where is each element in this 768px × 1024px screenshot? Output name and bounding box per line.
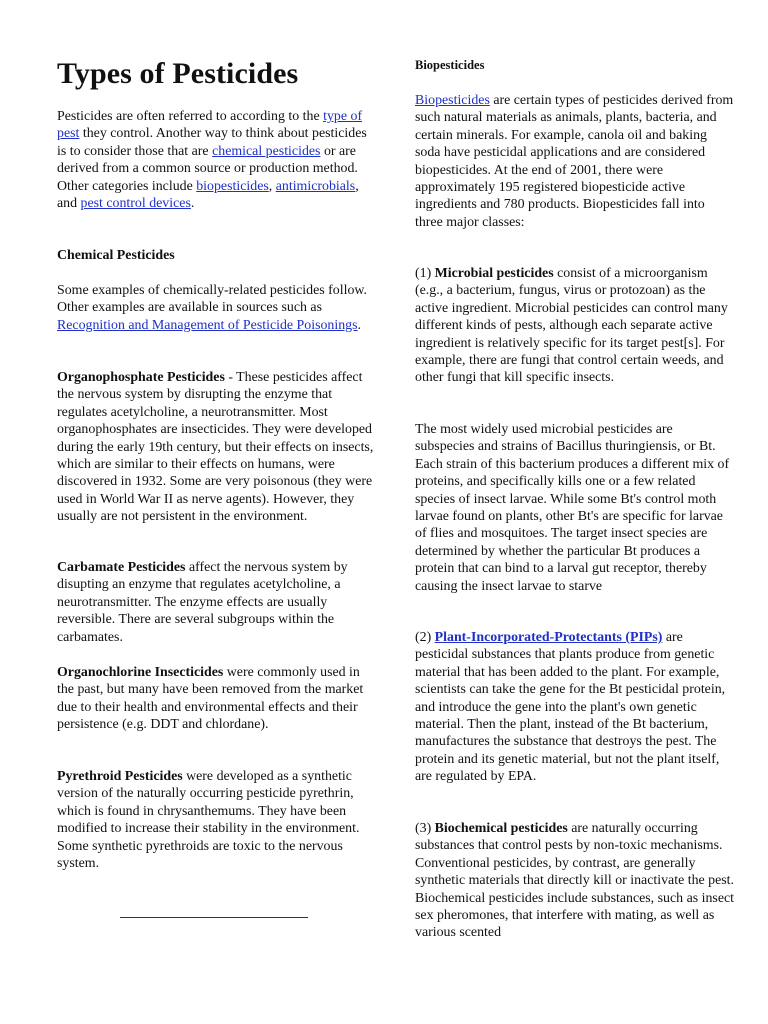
pips-link[interactable]: Plant-Incorporated-Protectants (PIPs) — [434, 630, 663, 645]
biopesticides-title-link[interactable]: Biopesticides — [415, 93, 490, 108]
pyrethroid-paragraph — [57, 768, 375, 872]
intro-text: or are derived from a common source or production method. Other categories include — [57, 143, 358, 194]
item-number: (3) — [415, 821, 435, 836]
organophosphate-text: - These pesticides affect the nervous system by disrupting the enzyme that regulates acetylcholine, a neurotransmitter. Most organophosphates are insecticides. They were developed during the early 19th century, but their effects on insects, which are similar to their effects on humans, were discovered in 1932. Some are very poisonous (they were used in World War II as nerve agents). However, they usually are not persistent in the environment. — [57, 370, 374, 525]
microbial-term: Microbial pesticides — [434, 266, 554, 281]
organochlorine-paragraph — [57, 664, 375, 734]
carbamate-text: affect the nervous system by disupting an enzyme that regulates acetylcholine, a neurotransmitter. The enzyme effects are usually reversible. There are several subgroups within the carbamates. — [57, 560, 348, 645]
chemical-pesticides-link[interactable]: chemical pesticides — [212, 143, 321, 159]
chemical-intro-text: Some examples of chemically-related pesticides follow. Other examples are available in sources such as — [57, 283, 367, 316]
biopesticides-intro-text: are certain types of pesticides derived from such natural materials as animals, plants, bacteria, and certain minerals. For example, canola oil and baking soda have pesticidal applications and are considered biopesticides. At the end of 2001, there were approximately 195 registered biopesticide active ingredients and 780 products. Biopesticides fall into three major classes: — [415, 93, 734, 230]
intro-paragraph — [57, 108, 375, 212]
microbial-text: consist of a microorganism (e.g., a bacterium, fungus, virus or protozoan) as the active ingredient. Microbial pesticides can control many different kinds of pests, although each separate active ingredient is relatively specific for its target pest[s]. For example, there are fungi that control certain weeds, and other fungi that kill specific insects. — [415, 266, 728, 386]
biochemical-text: are naturally occurring substances that control pests by non-toxic mechanisms. Conventional pesticides, by contrast, are generally synthetic materials that directly kill or inactivate the pest. Biochemical pesticides include substances, such as insect sex pheromones, that interfere with mating, as well as various scented — [415, 821, 735, 941]
antimicrobials-link[interactable]: antimicrobials — [275, 178, 356, 194]
page-title: Types of Pesticides — [57, 57, 299, 90]
item-number: (1) — [415, 266, 435, 281]
biochemical-paragraph — [415, 820, 735, 942]
carbamate-term: Carbamate Pesticides — [57, 560, 186, 575]
organochlorine-text: were commonly used in the past, but many have been removed from the market due to their health and environmental effects and their persistence (e.g. DDT and chlordane). — [57, 665, 364, 733]
carbamate-paragraph — [57, 559, 375, 646]
type-of-pest-link[interactable]: type of pest — [57, 109, 363, 142]
organophosphate-term: Organophosphate Pesticides — [57, 370, 225, 385]
biopesticides-intro-paragraph — [415, 92, 735, 231]
intro-text: Pesticides are often referred to according to the — [57, 109, 324, 124]
bt-paragraph: The most widely used microbial pesticides are subspecies and strains of Bacillus thuringiensis, or Bt. Each strain of this bacterium produces a different mix of proteins, and specifically kills one or a few related species of insect larvae. While some Bt's control moth larvae found on plants, other Bt's are specific for larvae of flies and mosquitoes. The target insect species are determined by whether the particular Bt produces a protein that can bind to a larval gut receptor, thereby causing the insect larvae to starve — [415, 422, 730, 594]
microbial-paragraph — [415, 265, 735, 387]
chemical-pesticides-heading: Chemical Pesticides — [57, 248, 175, 263]
intro-text: . — [190, 196, 195, 212]
recognition-management-link[interactable]: Recognition and Management of Pesticide Poisonings — [57, 317, 358, 333]
intro-text: , — [268, 178, 276, 194]
item-number: (2) — [415, 630, 435, 645]
organochlorine-term: Organochlorine Insecticides — [57, 665, 224, 680]
pyrethroid-text: were developed as a synthetic version of the naturally occurring pesticide pyrethrin, which is found in chrysanthemums. They have been modified to increase their stability in the environment. Some synthetic pyrethroids are toxic to the nervous system. — [57, 769, 360, 872]
organophosphate-paragraph — [57, 369, 375, 526]
chemical-intro-text: . — [357, 317, 362, 333]
intro-text: , and — [57, 178, 359, 212]
biopesticides-heading: Biopesticides — [415, 58, 485, 72]
chemical-intro-paragraph — [57, 282, 375, 334]
pips-text: are pesticidal substances that plants produce from genetic material that has been added to the plant. For example, scientists can take the gene for the Bt pesticidal protein, and introduce the gene into the plant's own genetic material. Then the plant, instead of the Bt bacterium, manufactures the substance that destroys the pest. The protein and its genetic material, but not the plant itself, are regulated by EPA. — [415, 630, 726, 785]
section-divider — [120, 917, 308, 918]
biochemical-term: Biochemical pesticides — [434, 821, 568, 836]
pyrethroid-term: Pyrethroid Pesticides — [57, 769, 183, 784]
pips-paragraph — [415, 629, 735, 786]
intro-text: they control. Another way to think about pesticides is to consider those that are — [57, 126, 367, 159]
biopesticides-link[interactable]: biopesticides — [196, 178, 269, 194]
pest-control-devices-link[interactable]: pest control devices — [80, 196, 191, 212]
